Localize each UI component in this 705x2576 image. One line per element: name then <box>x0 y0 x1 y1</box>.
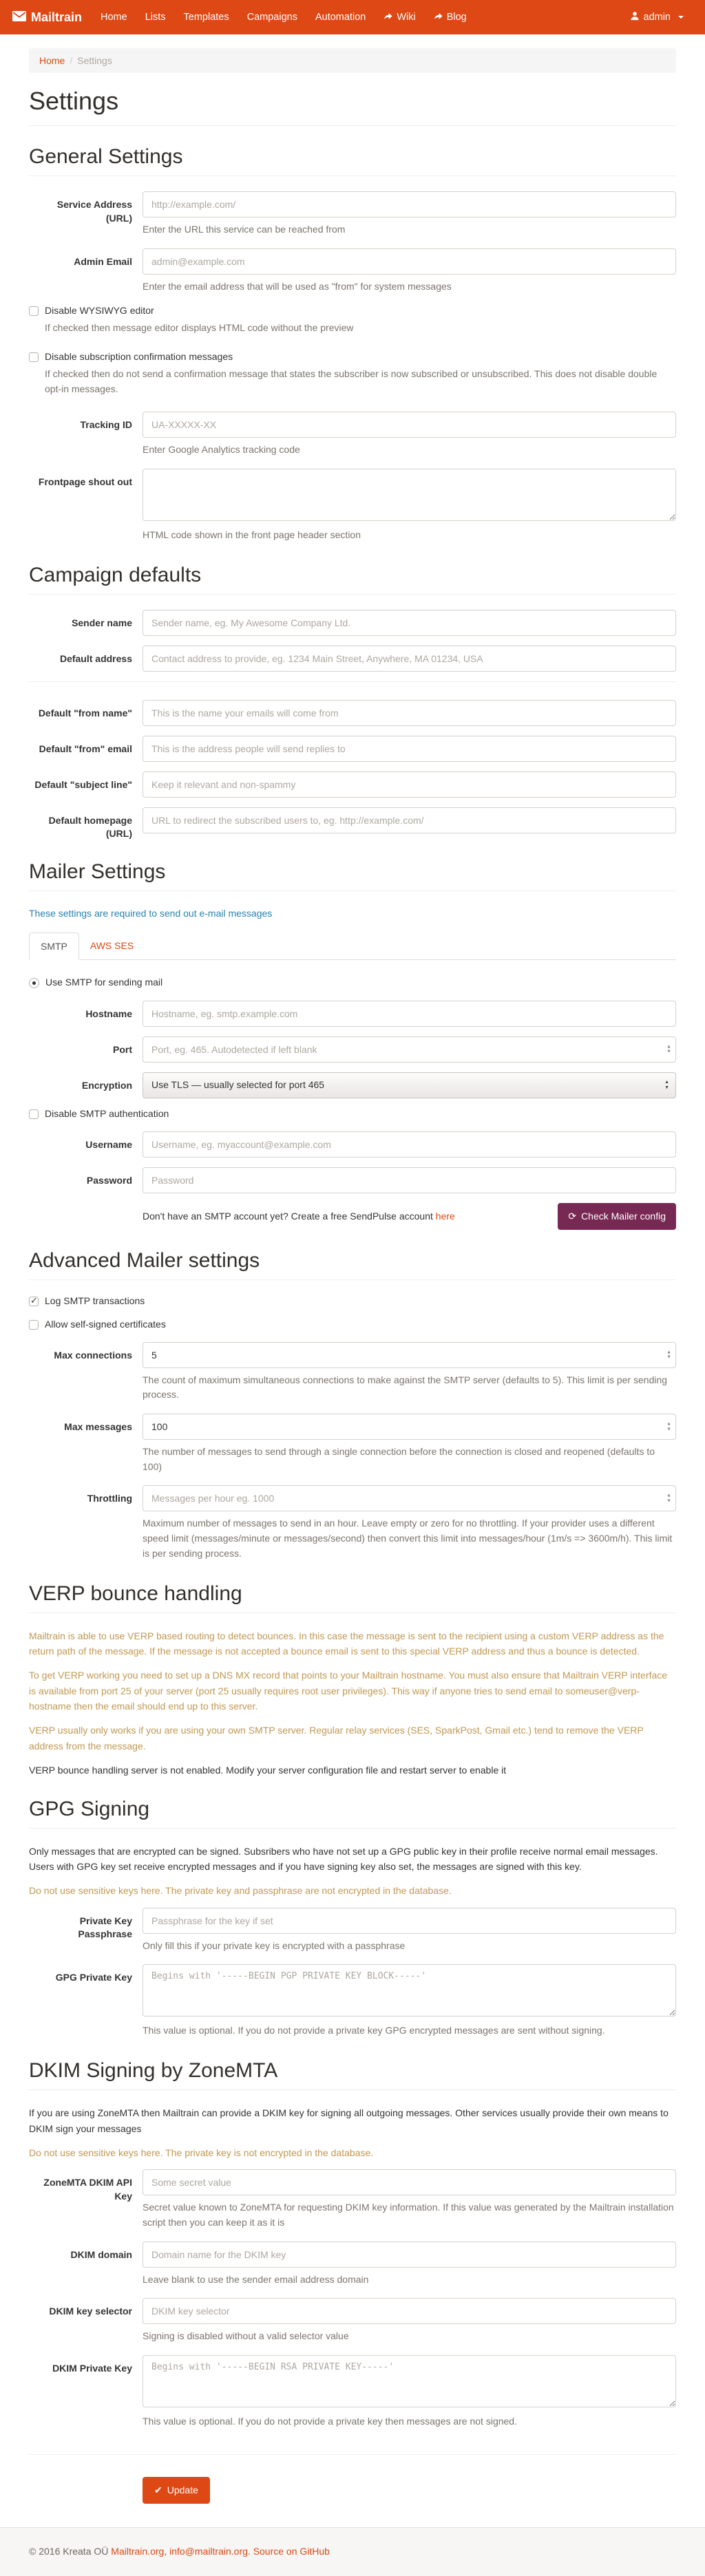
hostname-row <box>29 1001 676 1027</box>
submit-row <box>29 2477 676 2504</box>
from-name-label: Default "from name" <box>38 707 132 718</box>
gpg-private-key-help: This value is optional. If you do not provide a private key GPG encrypted messages are sent without signing. <box>143 2025 605 2036</box>
checkbox-icon[interactable] <box>29 306 39 316</box>
subject-line-input[interactable] <box>143 771 676 798</box>
tracking-id-label: Tracking ID <box>80 419 132 431</box>
submit-divider <box>29 2454 676 2455</box>
shout-out-textarea[interactable] <box>143 469 676 521</box>
nav-item-blog[interactable]: Blog <box>425 0 476 34</box>
sendpulse-row <box>29 1203 676 1230</box>
max-connections-label: Max connections <box>54 1349 132 1361</box>
port-input[interactable] <box>143 1036 676 1063</box>
from-email-row <box>29 736 676 762</box>
hostname-label: Hostname <box>85 1008 132 1019</box>
gpg-warning-text: Do not use sensitive keys here. The private key and passphrase are not encrypted in the database. <box>29 1885 452 1897</box>
section-mailer-settings: Mailer Settings <box>29 860 676 891</box>
number-spinner[interactable]: ▲ ▼ <box>666 1350 671 1360</box>
number-spinner[interactable]: ▲ ▼ <box>666 1493 671 1504</box>
shout-out-label: Frontpage shout out <box>38 476 132 488</box>
gpg-passphrase-label: Private Key Passphrase <box>78 1915 132 1940</box>
username-input[interactable] <box>143 1131 676 1158</box>
share-icon <box>383 12 392 23</box>
tracking-id-help: Enter Google Analytics tracking code <box>143 444 300 456</box>
service-address-help: Enter the URL this service can be reached from <box>143 224 346 235</box>
admin-email-label: Admin Email <box>74 255 132 267</box>
checkbox-icon[interactable] <box>29 1320 39 1330</box>
breadcrumb-home-link[interactable]: Home <box>39 55 65 66</box>
disable-confirmations-label: Disable subscription confirmation messages <box>45 351 233 363</box>
verp-warning-1: Mailtrain is able to use VERP based routing to detect bounces. In this case the message is sent to the recipient using a custom VERP address as the return path of the message. If the message is not accepted a bounce email is sent to this special VERP address and thus a bounce is detected. <box>29 1630 664 1657</box>
dkim-selector-help: Signing is disabled without a valid selector value <box>143 2330 349 2342</box>
hostname-input[interactable] <box>143 1001 676 1027</box>
max-messages-row <box>29 1414 676 1476</box>
dkim-domain-row <box>29 2242 676 2289</box>
admin-email-row <box>29 248 676 296</box>
from-name-input[interactable] <box>143 700 676 726</box>
nav-item-lists[interactable]: Lists <box>145 12 166 23</box>
select-arrows-icon: ▲ ▼ <box>664 1079 669 1090</box>
self-signed-group <box>29 1319 676 1330</box>
tracking-id-row <box>29 412 676 459</box>
breadcrumb-current: Settings <box>77 55 112 66</box>
password-row <box>29 1167 676 1193</box>
from-email-input[interactable] <box>143 736 676 762</box>
nav-item-wiki[interactable]: Wiki <box>375 0 424 34</box>
nav-item-campaigns[interactable]: Campaigns <box>246 12 297 23</box>
admin-email-help: Enter the email address that will be used as "from" for system messages <box>143 280 452 292</box>
disable-auth-label: Disable SMTP authentication <box>45 1107 169 1119</box>
max-messages-help: The number of messages to send through a single connection before the connection is closed and reopened (defaults to 100) <box>143 1446 655 1472</box>
dkim-api-key-label: ZoneMTA DKIM API Key <box>43 2177 132 2202</box>
tab-aws-ses[interactable]: AWS SES <box>90 939 134 951</box>
dkim-selector-label: DKIM key selector <box>49 2306 132 2317</box>
dkim-domain-label: DKIM domain <box>70 2248 132 2260</box>
log-smtp-group <box>29 1295 676 1306</box>
max-connections-input[interactable] <box>143 1342 676 1368</box>
nav-item-automation[interactable]: Automation <box>315 12 366 23</box>
dkim-selector-input[interactable] <box>143 2298 676 2324</box>
mailer-tabs <box>29 933 676 960</box>
campaign-divider <box>29 681 676 682</box>
breadcrumb <box>29 48 676 73</box>
nav-item-templates[interactable]: Templates <box>183 12 229 23</box>
username-row <box>29 1131 676 1158</box>
max-messages-input[interactable] <box>143 1414 676 1440</box>
envelope-icon <box>12 10 26 25</box>
checkbox-icon[interactable] <box>29 1297 39 1306</box>
radio-icon[interactable] <box>29 978 39 988</box>
dkim-selector-row <box>29 2298 676 2345</box>
dkim-domain-input[interactable] <box>143 2242 676 2268</box>
throttling-input[interactable] <box>143 1485 676 1511</box>
section-dkim: DKIM Signing by ZoneMTA <box>29 2059 676 2090</box>
page-title: Settings <box>29 87 119 115</box>
dkim-intro-text: If you are using ZoneMTA then Mailtrain can provide a DKIM key for signing all outgoing messages. Other services usually provide their own means to DKIM sign your messages <box>29 2107 669 2134</box>
check-mailer-config-button[interactable]: ⟳ Check Mailer config <box>558 1203 676 1230</box>
port-row <box>29 1036 676 1063</box>
homepage-input[interactable] <box>143 807 676 833</box>
service-address-row <box>29 191 676 239</box>
encryption-selected-value: Use TLS — usually selected for port 465 <box>151 1078 325 1090</box>
user-menu[interactable]: admin <box>621 0 693 34</box>
disable-confirmations-group <box>29 351 676 396</box>
checkbox-icon[interactable] <box>29 352 39 362</box>
disable-confirmations-help: If checked then do not send a confirmation message that states the subscriber is now subscribed or unsubscribed. This does not disable double opt-in messages. <box>45 368 657 394</box>
gpg-private-key-row <box>29 1964 676 2040</box>
dkim-api-key-row <box>29 2169 676 2231</box>
throttling-label: Throttling <box>87 1493 132 1504</box>
max-messages-label: Max messages <box>64 1421 132 1433</box>
gpg-passphrase-row <box>29 1908 676 1955</box>
dkim-private-key-help: This value is optional. If you do not provide a private key then messages are not signed. <box>143 2416 517 2427</box>
port-label: Port <box>113 1043 132 1055</box>
top-navbar <box>0 0 705 34</box>
verp-status-text: VERP bounce handling server is not enabled. Modify your server configuration file and restart server to enable it <box>29 1765 507 1776</box>
section-general-settings: General Settings <box>29 145 676 176</box>
footer-email-link[interactable]: info@mailtrain.org <box>169 2545 248 2557</box>
page-footer: © 2016 Kreata OÜ Mailtrain.org, info@mailtrain.org. Source on GitHub <box>0 2527 705 2576</box>
disable-auth-group <box>29 1108 676 1119</box>
number-spinner[interactable]: ▲ ▼ <box>666 1044 671 1054</box>
checkbox-icon[interactable] <box>29 1109 39 1119</box>
tab-smtp[interactable]: SMTP <box>29 933 79 960</box>
password-input[interactable] <box>143 1167 676 1193</box>
caret-down-icon <box>678 16 684 19</box>
dkim-warning-text: Do not use sensitive keys here. The private key is not encrypted in the database. <box>29 2147 374 2158</box>
gpg-intro-text: Only messages that are encrypted can be signed. Subsribers who have not set up a GPG public key in their profile receive normal email messages. Users with GPG key set receive encrypted messages and if you have signing key also set, the messages are signed with this key. <box>29 1845 658 1873</box>
user-icon <box>630 11 640 23</box>
disable-wysiwyg-help: If checked then message editor displays HTML code without the preview <box>45 322 354 334</box>
dkim-private-key-textarea[interactable] <box>143 2355 676 2407</box>
max-connections-row <box>29 1342 676 1404</box>
encryption-label: Encryption <box>81 1079 132 1091</box>
gpg-passphrase-input[interactable] <box>143 1908 676 1934</box>
dkim-api-key-help: Secret value known to ZoneMTA for requesting DKIM key information. If this value was generated by the Mailtrain installation script then you can keep it as it is <box>143 2202 674 2228</box>
encryption-row <box>29 1072 676 1098</box>
password-label: Password <box>86 1174 132 1186</box>
default-address-label: Default address <box>59 652 132 664</box>
section-campaign-defaults: Campaign defaults <box>29 564 676 595</box>
sender-name-row <box>29 610 676 636</box>
section-gpg: GPG Signing <box>29 1798 676 1829</box>
log-smtp-label: Log SMTP transactions <box>45 1295 145 1306</box>
number-spinner[interactable]: ▲ ▼ <box>666 1421 671 1432</box>
disable-wysiwyg-group <box>29 305 676 336</box>
share-icon <box>434 12 443 23</box>
footer-mailtrain-link[interactable]: Mailtrain.org <box>111 2545 165 2557</box>
use-smtp-label: Use SMTP for sending mail <box>45 976 163 988</box>
username-label: Username <box>85 1138 132 1150</box>
dkim-domain-help: Leave blank to use the sender email address domain <box>143 2273 369 2285</box>
nav-item-home[interactable]: Home <box>101 12 127 23</box>
throttling-help: Maximum number of messages to send in an hour. Leave empty or zero for no throttling. If your provider uses a different speed limit (messages/minute or messages/second) then convert this limit into messages/hour (1m/s => 3600m/h). This limit is per sending process. <box>143 1518 673 1559</box>
verp-warning-3: VERP usually only works if you are using your own SMTP server. Regular relay services (SES, SparkPost, Gmail etc.) tend to remove the VERP address from the message. <box>29 1725 644 1752</box>
default-address-row <box>29 646 676 672</box>
gpg-private-key-textarea[interactable] <box>143 1964 676 2016</box>
disable-confirmations-checkbox[interactable] <box>29 351 676 362</box>
title-divider <box>29 125 676 126</box>
gpg-private-key-label: GPG Private Key <box>55 1972 132 1983</box>
subject-line-label: Default "subject line" <box>34 778 132 790</box>
admin-email-input[interactable] <box>143 248 676 275</box>
brand[interactable] <box>12 10 82 25</box>
sender-name-input[interactable] <box>143 610 676 636</box>
from-email-label: Default "from" email <box>39 743 132 754</box>
breadcrumb-separator: / <box>70 55 73 66</box>
sender-name-label: Sender name <box>72 617 132 628</box>
use-smtp-radio[interactable] <box>29 977 676 988</box>
self-signed-label: Allow self-signed certificates <box>45 1318 166 1330</box>
refresh-icon: ⟳ <box>568 1210 577 1222</box>
nav-links <box>92 0 476 34</box>
footer-github-link[interactable]: Source on GitHub <box>253 2545 330 2557</box>
disable-wysiwyg-label: Disable WYSIWYG editor <box>45 305 154 317</box>
section-advanced-mailer: Advanced Mailer settings <box>29 1249 676 1280</box>
check-icon: ✔ <box>154 2484 162 2495</box>
brand-label: Mailtrain <box>31 10 83 24</box>
default-address-input[interactable] <box>143 646 676 672</box>
self-signed-checkbox[interactable] <box>29 1319 676 1330</box>
shout-out-row <box>29 469 676 544</box>
homepage-label: Default homepage (URL) <box>48 814 132 840</box>
gpg-passphrase-help: Only fill this if your private key is encrypted with a passphrase <box>143 1939 406 1951</box>
encryption-select[interactable] <box>143 1072 676 1098</box>
service-address-label: Service Address (URL) <box>56 199 132 224</box>
disable-auth-checkbox[interactable] <box>29 1108 676 1119</box>
dkim-private-key-row <box>29 2355 676 2431</box>
shout-out-help: HTML code shown in the front page header section <box>143 529 361 541</box>
sendpulse-text: Don't have an SMTP account yet? Create a free SendPulse account here <box>143 1211 455 1222</box>
homepage-row <box>29 807 676 841</box>
dkim-private-key-label: DKIM Private Key <box>52 2363 132 2374</box>
max-connections-help: The count of maximum simultaneous connections to make against the SMTP server (defaults to 5). This limit is per sending process. <box>143 1374 668 1401</box>
log-smtp-checkbox[interactable] <box>29 1295 676 1306</box>
service-address-input[interactable] <box>143 191 676 217</box>
subject-line-row <box>29 771 676 798</box>
use-smtp-group <box>29 977 676 988</box>
section-verp: VERP bounce handling <box>29 1582 676 1613</box>
dkim-api-key-input[interactable] <box>143 2169 676 2195</box>
tracking-id-input[interactable] <box>143 412 676 438</box>
footer-copyright: © 2016 Kreata OÜ <box>29 2545 109 2557</box>
sendpulse-here-link[interactable]: here <box>435 1211 455 1222</box>
update-button[interactable]: ✔ Update <box>143 2477 210 2504</box>
mailer-info-text: These settings are required to send out e-mail messages <box>29 908 273 919</box>
verp-warning-2: To get VERP working you need to set up a DNS MX record that points to your Mailtrain hostname. You must also ensure that Mailtrain VERP interface is available from port 25 of your server (port 25 usually requires root user privileges). This way if anyone tries to send email to someuser@verp-hostname then the email should end up to this server. <box>29 1670 668 1712</box>
disable-wysiwyg-checkbox[interactable] <box>29 305 676 316</box>
from-name-row <box>29 700 676 726</box>
throttling-row <box>29 1485 676 1562</box>
